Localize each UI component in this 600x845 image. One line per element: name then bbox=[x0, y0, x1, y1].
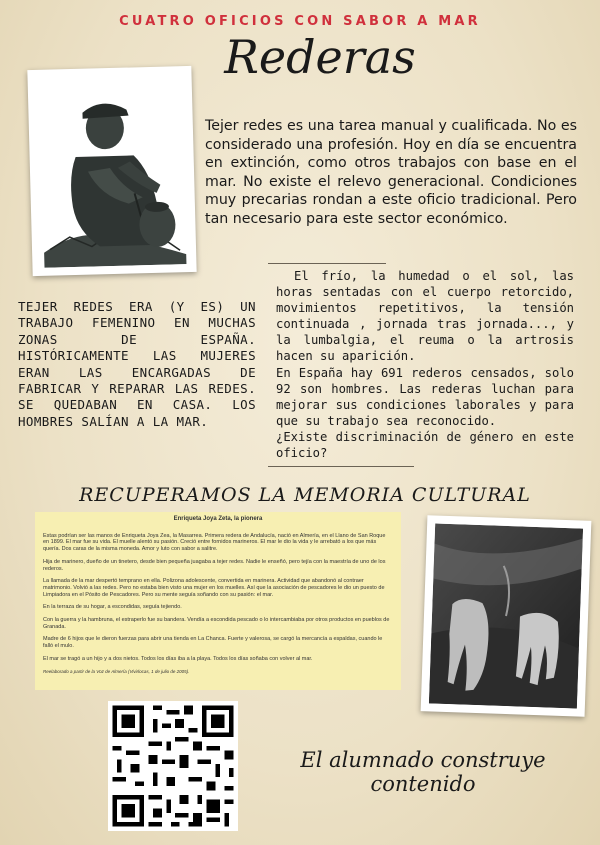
census-paragraph: En España hay 691 rederos censados, solo 92 son hombres. Las rederas luchan para mejorar sus condiciones laborales y para que su trabajo sea reconocido. bbox=[276, 365, 574, 428]
women-weavers-block: TEJER REDES ERA (Y ES) UN TRABAJO FEMENINO EN MUCHAS ZONAS DE ESPAÑA. HISTÓRICAMENTE LAS MUJERES ERAN LAS ENCARGADAS DE FABRICAR Y REPARAR LAS REDES. SE QUEDABAN EN CASA. LOS HOMBRES SALÍAN A LA MAR. bbox=[18, 299, 256, 429]
statue-photo bbox=[27, 66, 196, 276]
bio-paragraph: Estas podrían ser las manos de Enriqueta Joya Zea, la Masarrea. Primera redera de Andalucía, nació en Almería, en el Llano de San Roque en 1899. El mar fue su vida. El muelle alentó su pasión. Creció entre fornidos marineros. El mar le dio la vida y le arrebató a los que más quería. Dos caras de la misma moneda. Amor y luto con sabor a salitre. bbox=[43, 532, 386, 553]
question-paragraph: ¿Existe discriminación de género en este oficio? bbox=[276, 429, 574, 461]
bio-paragraph: En la terraza de su hogar, a escondidas, seguía tejiendo. bbox=[43, 604, 182, 611]
qr-code-icon bbox=[108, 701, 238, 831]
intro-paragraph: Tejer redes es una tarea manual y cualificada. No es considerado una profesión. Hoy en día se encuentra en extinción, como otros trabajos con base en el mar. No existe el relevo generacional. Condiciones muy precarias rondan a este oficio tradicional. Pero tan necesario para este sector económico. bbox=[205, 118, 577, 227]
biography-title: Enriqueta Joya Zeta, la pionera bbox=[173, 516, 263, 522]
weaver-hands-image bbox=[429, 523, 583, 708]
bio-paragraph: El mar se tragó a un hijo y a dos nietos. Todos los días iba a la playa. Todos los días soñaba con volver al mar. bbox=[43, 655, 313, 662]
bio-paragraph: La llamada de la mar despertó temprano en ella. Polizona adolescente, convertida en marinera. Actividad que abandonó al contraer matrimonio. Volvió a las redes. Pero no estaba bien visto una mujer en los muelles. Así que la asociación de pescadores le dio un puesto de Limpiadora en el Pósito de Pescadores. Pero su mente seguía soñando con su pasión: el mar. bbox=[43, 578, 385, 598]
bio-paragraph: Madre de 6 hijos que le dieron fuerzas para abrir una tienda en La Chanca. Fuerte y valerosa, se cargó la mercancía a espaldas, cuando le falló el mulo. bbox=[43, 636, 383, 650]
page-title: Rederas bbox=[224, 30, 416, 84]
bio-paragraph: Hija de marinero, dueño de un tinetero, desde bien pequeña juagaba a tejer redes. Nadie le enseñó, pero tejía con la maestría de uno de los rederos. bbox=[43, 558, 386, 572]
divider-top-right bbox=[268, 263, 386, 264]
section-heading: RECUPERAMOS LA MEMORIA CULTURAL bbox=[79, 484, 531, 506]
bio-source: Reelaborado a partir de la Voz de Almería (Vivirlocas, 1 de julio de 2005). bbox=[43, 668, 190, 674]
signoff-tagline: El alumnado construye contenido bbox=[300, 748, 546, 796]
conditions-paragraph: El frío, la humedad o el sol, las horas sentadas con el cuerpo retorcido, movimientos repetitivos, la tensión continuada , jornada tras jornada..., y la lumbalgia, el reuma o la artrosis hacen su aparición. bbox=[276, 269, 574, 364]
divider-bottom-right bbox=[268, 466, 414, 467]
bio-paragraph: Con la guerra y la hambruna, el estraperlo fue su bandera. Vendía a escondida pescado o lo intercambiaba por otros productos en pueblos de Granada. bbox=[43, 617, 390, 630]
biography-box bbox=[35, 512, 401, 690]
net-mender-statue-image bbox=[36, 74, 189, 268]
series-kicker: CUATRO OFICIOS CON SABOR A MAR bbox=[119, 14, 481, 29]
qr-code[interactable] bbox=[108, 701, 238, 831]
hands-photo bbox=[421, 515, 592, 717]
working-conditions-block bbox=[276, 268, 574, 461]
